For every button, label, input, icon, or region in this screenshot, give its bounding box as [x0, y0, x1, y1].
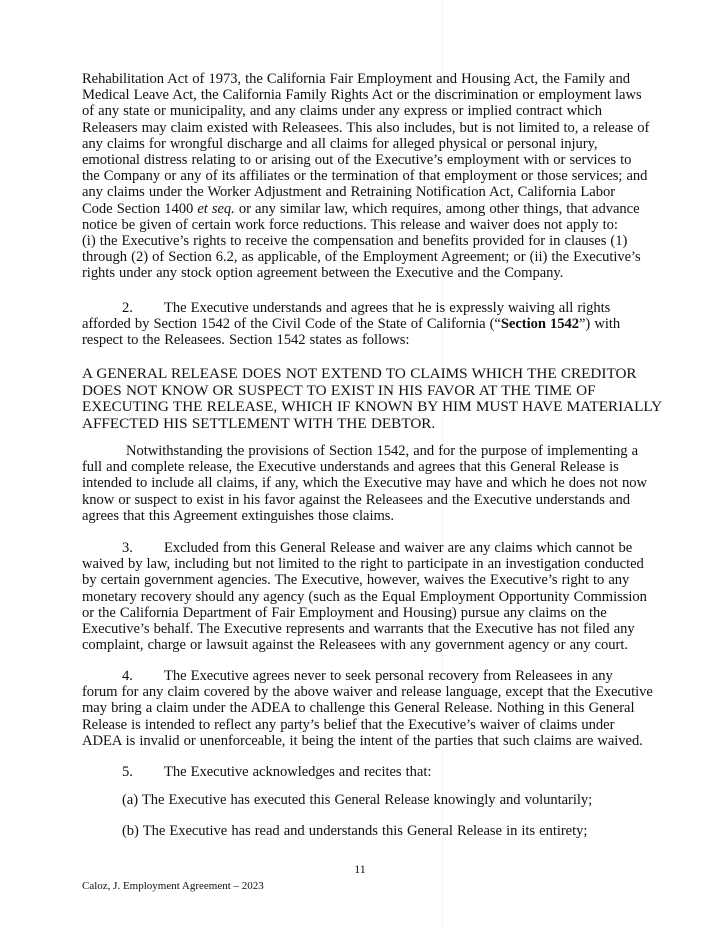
page-number: 11 — [354, 862, 366, 876]
quote-line: EXECUTING THE RELEASE, WHICH IF KNOWN BY HIM MUST HAVE MATERIALLY — [82, 398, 663, 416]
text-line — [82, 300, 628, 316]
text-line: Notwithstanding the provisions of Section 1542, and for the purpose of implementing a — [126, 443, 639, 459]
text-line: (b) The Executive has read and understands this General Release in its entirety; — [122, 823, 588, 839]
text-line: ADEA is invalid or unenforceable, it being the intent of the parties that such claims are waived. — [82, 732, 643, 749]
text-line: the Company or any of its affiliates or the termination of that employment or those services; and — [82, 168, 648, 185]
text-line: emotional distress relating to or arising out of the Executive’s employment with or services to — [82, 152, 632, 169]
quote-line: AFFECTED HIS SETTLEMENT WITH THE DEBTOR. — [82, 415, 436, 433]
paragraph-5 — [82, 764, 628, 780]
quote-line: A GENERAL RELEASE DOES NOT EXTEND TO CLAIMS WHICH THE CREDITOR — [82, 365, 637, 382]
text-run: Code Section 1400 — [82, 200, 198, 217]
text-line: forum for any claim covered by the above waiver and release language, except that the Executive — [82, 684, 653, 701]
paragraph-release-continuation — [82, 71, 650, 282]
text-run: Excluded from this General Release and waiver are any claims which cannot be — [164, 540, 633, 556]
text-line — [82, 668, 628, 684]
paragraph-notwithstanding — [82, 443, 647, 524]
section-number: 3. — [122, 540, 133, 556]
text-line: any claims under the Worker Adjustment and Retraining Notification Act, California Labor — [82, 184, 616, 201]
text-line: rights under any stock option agreement between the Executive and the Company. — [82, 265, 564, 282]
quote-line: DOES NOT KNOW OR SUSPECT TO EXIST IN HIS FAVOR AT THE TIME OF — [82, 381, 596, 399]
text-run: The Executive acknowledges and recites that: — [164, 764, 432, 780]
section-number: 4. — [122, 668, 133, 684]
text-line: Executive’s behalf. The Executive represents and warrants that the Executive has not filed any — [82, 621, 635, 638]
text-line: respect to the Releasees. Section 1542 states as follows: — [82, 332, 410, 349]
text-line: complaint, charge or lawsuit against the Releasees with any government agency or any court. — [82, 637, 628, 654]
section-1542-quote — [82, 365, 663, 433]
text-run: afforded by Section 1542 of the Civil Code of the State of California (“ — [82, 316, 501, 333]
text-line: of any state or municipality, and any claims under any express or implied contract which — [82, 103, 602, 120]
text-line: agrees that this Agreement extinguishes those claims. — [82, 507, 395, 524]
section-number: 5. — [122, 764, 133, 780]
section-number: 2. — [122, 300, 133, 316]
list-item-a — [82, 792, 628, 808]
text-run: The Executive understands and agrees that he is expressly waiving all rights — [164, 300, 611, 316]
text-run: The Executive agrees never to seek personal recovery from Releasees in any — [164, 668, 613, 684]
text-line: monetary recovery should any agency (such as the Equal Employment Opportunity Commission — [82, 588, 647, 605]
paragraph-3 — [82, 540, 647, 654]
text-line: Release is intended to reflect any party’s belief that the Executive’s waiver of claims under — [82, 716, 615, 733]
text-line: (a) The Executive has executed this General Release knowingly and voluntarily; — [122, 792, 593, 808]
text-line: Medical Leave Act, the California Family Rights Act or the discrimination or employment laws — [82, 87, 642, 104]
text-line: (i) the Executive’s rights to receive the compensation and benefits provided for in clauses (1) — [82, 233, 628, 250]
text-line: intended to include all claims, if any, which the Executive may have and which he does not now — [82, 475, 647, 492]
text-line — [82, 540, 633, 556]
text-line — [82, 316, 628, 332]
paragraph-2 — [82, 300, 628, 349]
text-line: or the California Department of Fair Employment and Housing) pursue any claims on the — [82, 604, 607, 621]
list-item-b — [82, 823, 628, 839]
text-line: any claims for wrongful discharge and all claims for alleged physical or personal injury, — [82, 135, 598, 152]
text-line: by certain government agencies. The Executive, however, waives the Executive’s right to any — [82, 572, 630, 589]
text-line: Releasers may claim existed with Releasees. This also includes, but is not limited to, a release of — [82, 119, 650, 136]
text-line — [82, 764, 628, 780]
text-run: or any similar law, which requires, among other things, that advance — [234, 200, 640, 217]
text-line: may bring a claim under the ADEA to challenge this General Release. Nothing in this General — [82, 700, 635, 717]
text-run: ”) with — [579, 316, 621, 333]
text-line: know or suspect to exist in his favor against the Releasees and the Executive understands and — [82, 491, 630, 508]
document-footer: Caloz, J. Employment Agreement – 2023 — [82, 880, 264, 892]
text-line-code-section — [82, 200, 640, 217]
text-line: through (2) of Section 6.2, as applicable, of the Employment Agreement; or (ii) the Executive’s — [82, 249, 641, 266]
text-line: Rehabilitation Act of 1973, the California Fair Employment and Housing Act, the Family and — [82, 71, 630, 87]
italic-et-seq: et seq. — [197, 200, 235, 217]
text-line: notice be given of certain work force reductions. This release and waiver does not apply to: — [82, 216, 618, 233]
text-line: waived by law, including but not limited to the right to participate in an investigation conducted — [82, 556, 644, 573]
bold-defined-term: Section 1542 — [500, 316, 579, 333]
text-line: full and complete release, the Executive understands and agrees that this General Release is — [82, 459, 619, 476]
paragraph-4 — [82, 668, 653, 749]
